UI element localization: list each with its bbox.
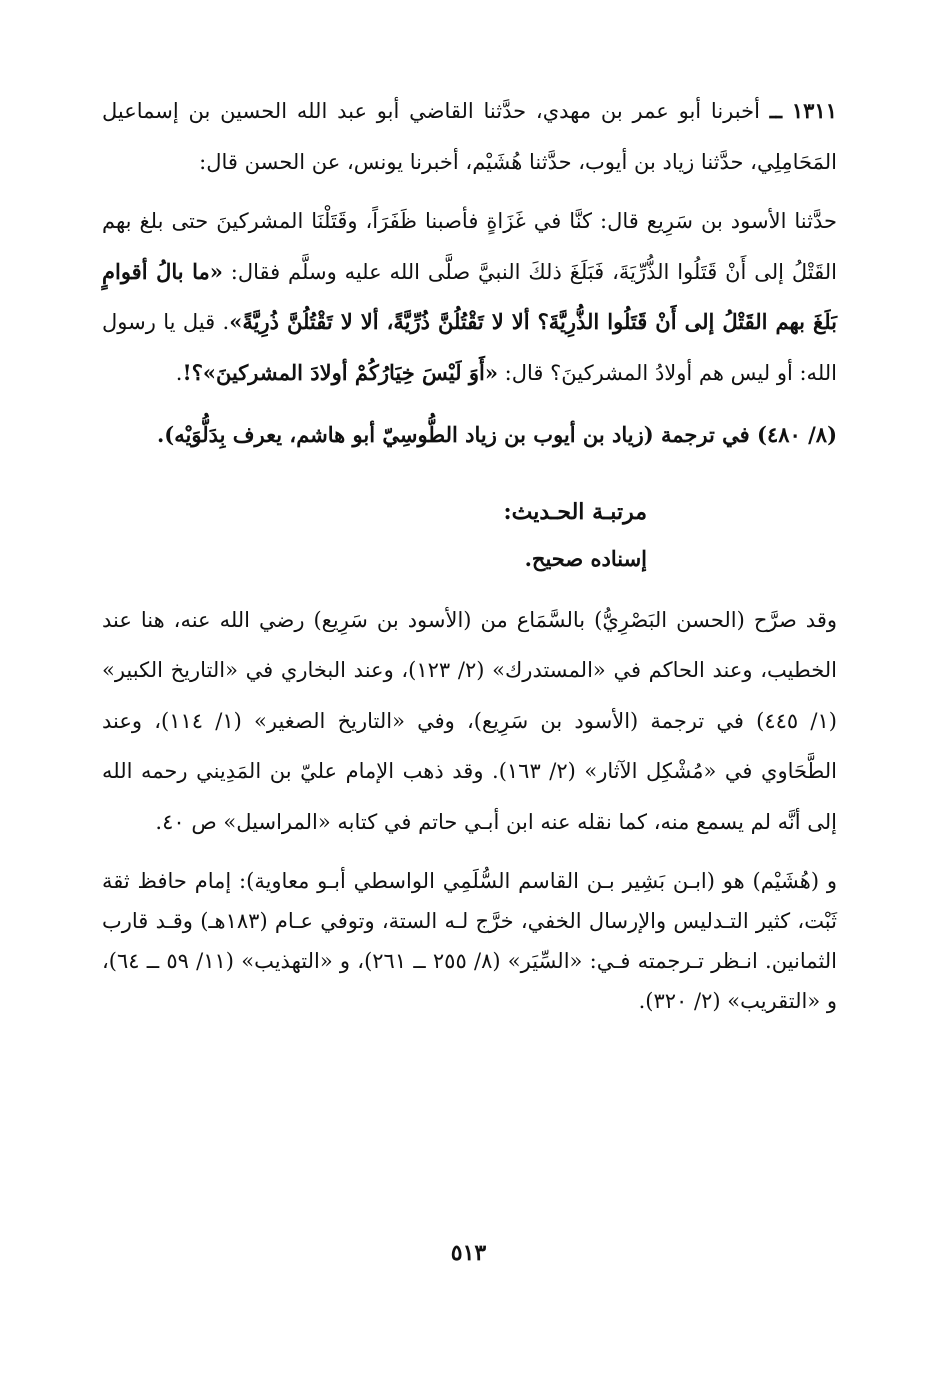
page-number: ٥١٣: [450, 1240, 487, 1266]
discussion-paragraph: وقد صرَّح (الحسن البَصْرِيُّ) بالسَّمَاع من (الأسود بن سَرِيع) رضي الله عنه، هنا عند الخطيب، وعند الحاكم في «المستدرك» (٢/ ١٢٣)، وعند البخاري في «التاريخ الكبير» (١/ ٤٤٥) في ترجمة (الأسود بن سَرِيع)، وفي «التاريخ الصغير» (١/ ١١٤)، وعند الطَّحَاوي في «مُشْكِل الآثار» (٢/ ١٦٣). وقد ذهب الإمام عليّ بن المَدِيني رحمه الله إلى أنَّه لم يسمع منه، كما نقله عنه ابن أبـي حاتم في كتابه «المراسيل» ص ٤٠.: [102, 607, 837, 834]
hadith-quote-1: «ما بالُ أقوامٍ بَلَغَ بهم القَتْلُ إلى أَنْ قَتَلُوا الذُّرِيَّةَ؟ ألا لا تَقْتُلُنَّ ذُرِّيَّةً، ألا لا تَقْتُلُنَّ ذُرِيَّةً»: [102, 258, 837, 334]
hadith-intro: حدَّثنا الأسود بن سَرِيع قال: كنَّا في غَزَاةٍ فأصبنا ظَفَرَاً، وقَتَلْنَا المشركينَ حتى بلغ بهم القَتْلُ إلى أَنْ قَتَلُوا الذُّرِّيَةَ، فَبَلَغَ ذلكَ النبيَّ صلَّى الله عليه وسلَّم فقال:: [102, 209, 837, 284]
entry-isnad-paragraph: [102, 86, 837, 187]
bio-reference-paragraph: (٨/ ٤٨٠) في ترجمة (زياد بن أيوب بن زياد الطُّوسِيّ أبو هاشم، يعرف بِدَلُّوَيْه).: [157, 422, 837, 447]
hushaym-paragraph: و (هُشَيْم) هو (ابـن بَشِير بـن القاسم السُّلَمِي الواسطي أبـو معاوية): إمام حافظ ثقة ثَبْت، كثير التـدليس والإرسال الخفي، خرَّج لـه الستة، وتوفي عـام (١٨٣هـ) وقـد قارب الثمانين. انـظر تـرجمته فـي: «السِّيَر» (٨/ ٢٥٥ ــ ٢٦١)، و «التهذيب» (١١/ ٥٩ ــ ٦٤)، و «التقريب» (٢/ ٣٢٠).: [102, 869, 838, 1013]
entry-dash: ــ: [769, 98, 783, 123]
hadith-text-paragraph: [102, 196, 837, 398]
hadith-quote-2: «أَوَ لَيْسَ خِيَارُكُمْ أولادَ المشركينَ»؟!: [182, 359, 498, 385]
page-body: [102, 86, 837, 1286]
entry-isnad: أخبرنا أبو عمر بن مهدي، حدَّثنا القاضي أبو عبد الله الحسين بن إسماعيل المَحَامِلِي، حدَّثنا زياد بن أيوب، حدَّثنا هُشَيْم، أخبرنا يونس، عن الحسن قال:: [102, 99, 837, 174]
rank-value: إسناده صحيح.: [524, 545, 647, 571]
hadith-middle: . قيل يا رسول الله: أو ليس هم أولادُ المشركينَ؟ قال:: [102, 310, 837, 385]
entry-number: ١٣١١: [791, 98, 837, 123]
rank-heading: مرتبـة الحـديث:: [503, 498, 647, 525]
hadith-end: .: [175, 360, 183, 385]
